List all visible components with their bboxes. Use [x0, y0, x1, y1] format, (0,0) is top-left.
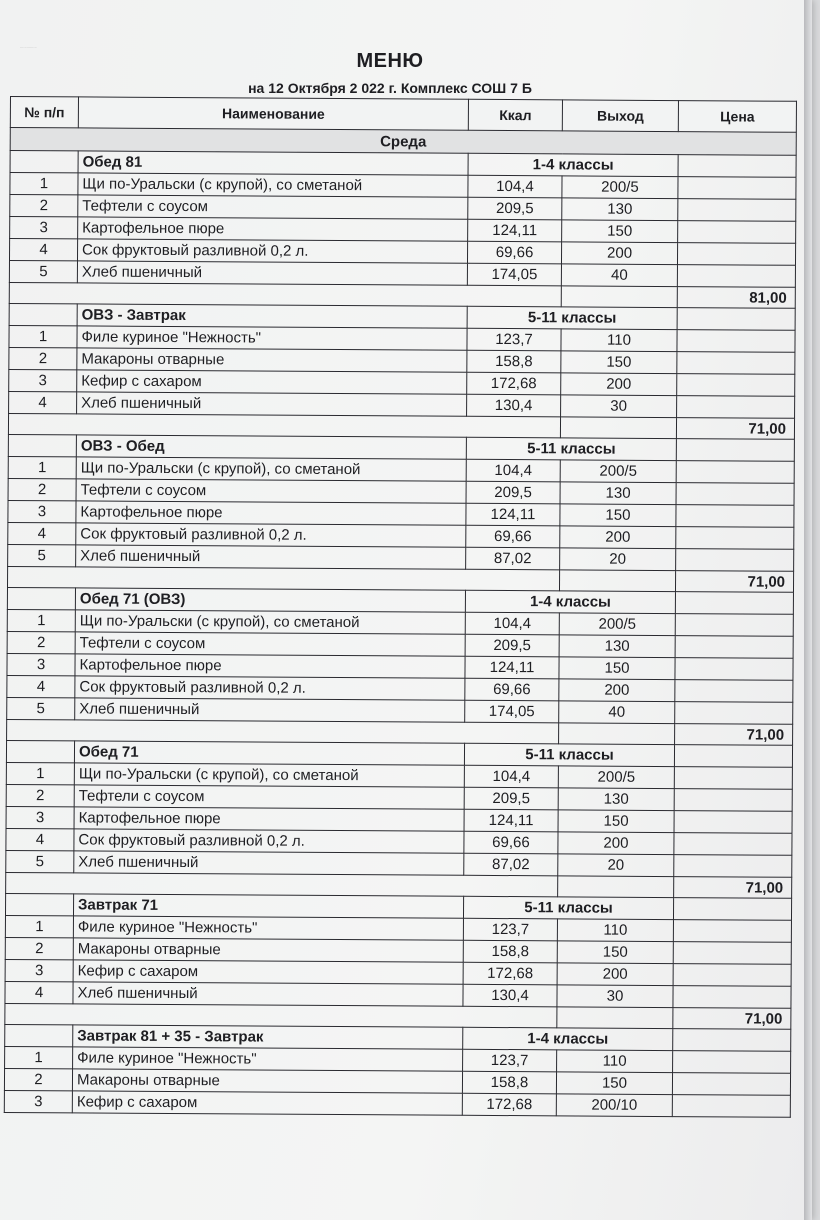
item-number: 1 — [8, 456, 76, 478]
item-kcal: 172,68 — [462, 1093, 556, 1116]
section-title: Завтрак 71 — [73, 894, 463, 918]
item-price — [678, 177, 796, 200]
item-kcal: 124,11 — [464, 809, 558, 832]
item-number: 5 — [9, 261, 77, 283]
item-name: Филе куриное "Нежность" — [77, 326, 467, 350]
item-price — [675, 702, 793, 725]
item-kcal: 209,5 — [465, 634, 559, 657]
item-price — [673, 1051, 791, 1074]
item-price — [674, 855, 792, 878]
day-label: Среда — [10, 128, 796, 156]
item-kcal: 209,5 — [466, 481, 560, 504]
item-price — [672, 1073, 790, 1096]
item-output: 200 — [561, 373, 677, 396]
item-number: 3 — [5, 959, 73, 981]
item-number: 4 — [9, 239, 77, 261]
item-output: 110 — [557, 919, 673, 942]
menu-item-row — [4, 1090, 790, 1117]
item-output: 150 — [559, 657, 675, 680]
item-output: 20 — [560, 548, 676, 571]
item-price — [678, 199, 796, 222]
item-price — [676, 483, 794, 506]
section-total-price: 71,00 — [675, 724, 793, 746]
item-kcal: 69,66 — [464, 831, 558, 854]
approval-stamp: ............... — [20, 44, 37, 49]
item-kcal: 172,68 — [467, 372, 561, 395]
item-number: 4 — [7, 675, 75, 697]
item-price — [677, 243, 795, 266]
item-output: 150 — [560, 504, 676, 527]
item-output: 150 — [557, 941, 673, 964]
section-title: Обед 71 (ОВЗ) — [75, 588, 465, 612]
item-number: 3 — [4, 1090, 72, 1112]
item-price — [676, 461, 794, 484]
section-price-cell — [674, 745, 792, 768]
item-price — [672, 1095, 790, 1118]
item-output: 130 — [558, 788, 674, 811]
item-price — [677, 352, 795, 375]
section-num-cell — [7, 587, 75, 609]
section-title: Обед 71 — [74, 741, 464, 765]
section-classes: 1-4 классы — [468, 153, 678, 176]
item-kcal: 174,05 — [465, 700, 559, 723]
item-name: Макароны отварные — [73, 938, 463, 962]
item-kcal: 104,4 — [466, 459, 560, 482]
section-num-cell — [9, 303, 77, 325]
item-price — [676, 505, 794, 528]
item-name: Кефир с сахаром — [73, 960, 463, 984]
item-kcal: 123,7 — [463, 1049, 557, 1072]
item-kcal: 104,4 — [465, 612, 559, 635]
item-kcal: 172,68 — [463, 962, 557, 985]
item-price — [674, 833, 792, 856]
item-kcal: 124,11 — [465, 656, 559, 679]
item-price — [677, 265, 795, 288]
item-price — [677, 330, 795, 353]
item-price — [673, 986, 791, 1009]
section-title: Обед 81 — [78, 151, 468, 175]
item-price — [674, 789, 792, 812]
item-output: 30 — [557, 985, 673, 1008]
item-price — [677, 374, 795, 397]
section-total-price: 71,00 — [673, 1008, 791, 1030]
page-subtitle: на 12 Октября 2 022 г. Комплекс СОШ 7 Б — [248, 80, 532, 96]
item-name: Щи по-Уральски (с крупой), со сметаной — [74, 763, 464, 787]
item-number: 3 — [7, 653, 75, 675]
section-price-cell — [676, 439, 794, 462]
item-number: 4 — [9, 391, 77, 413]
item-output: 150 — [561, 351, 677, 374]
item-name: Тефтели с соусом — [76, 479, 466, 503]
item-name: Щи по-Уральски (с крупой), со сметаной — [78, 173, 468, 197]
item-number: 5 — [6, 850, 74, 872]
item-output: 200 — [560, 526, 676, 549]
item-name: Филе куриное "Нежность" — [73, 1047, 463, 1071]
item-kcal: 158,8 — [463, 940, 557, 963]
total-spacer — [559, 570, 675, 592]
section-classes: 1-4 классы — [463, 1027, 673, 1050]
section-total-price: 71,00 — [675, 571, 793, 593]
item-price — [678, 221, 796, 244]
item-output: 150 — [562, 220, 678, 243]
item-output: 200 — [561, 242, 677, 265]
item-name: Кефир с сахаром — [77, 370, 467, 394]
total-spacer — [560, 417, 676, 439]
item-kcal: 209,5 — [468, 197, 562, 220]
item-name: Картофельное пюре — [78, 217, 468, 241]
item-name: Макароны отварные — [77, 348, 467, 372]
section-num-cell — [8, 434, 76, 456]
section-num-cell — [6, 740, 74, 762]
item-output: 110 — [561, 329, 677, 352]
item-kcal: 123,7 — [463, 918, 557, 941]
item-number: 3 — [8, 500, 76, 522]
menu-body — [4, 128, 796, 1118]
item-output: 110 — [557, 1050, 673, 1073]
total-spacer — [559, 723, 675, 745]
item-kcal: 87,02 — [466, 547, 560, 570]
item-number: 2 — [8, 478, 76, 500]
item-output: 200/5 — [562, 176, 678, 199]
item-output: 130 — [559, 635, 675, 658]
item-kcal: 69,66 — [466, 525, 560, 548]
column-header-price: Цена — [678, 101, 796, 133]
item-name: Щи по-Уральски (с крупой), со сметаной — [76, 457, 466, 481]
item-name: Картофельное пюре — [75, 654, 465, 678]
item-number: 4 — [8, 522, 76, 544]
total-spacer — [558, 876, 674, 898]
section-title: Завтрак 81 + 35 - Завтрак — [73, 1025, 463, 1049]
item-kcal: 104,4 — [468, 175, 562, 198]
item-kcal: 174,05 — [467, 263, 561, 286]
section-classes: 5-11 классы — [464, 743, 674, 766]
section-price-cell — [673, 1029, 791, 1052]
section-price-cell — [675, 592, 793, 615]
item-number: 1 — [5, 1046, 73, 1068]
paper-edge — [804, 0, 812, 1220]
total-spacer — [561, 286, 677, 308]
item-name: Картофельное пюре — [74, 807, 464, 831]
item-kcal: 124,11 — [466, 503, 560, 526]
item-output: 200/5 — [558, 766, 674, 789]
item-price — [674, 811, 792, 834]
item-kcal: 104,4 — [464, 765, 558, 788]
item-number: 3 — [10, 217, 78, 239]
item-output: 130 — [560, 482, 676, 505]
item-kcal: 130,4 — [467, 394, 561, 417]
item-name: Щи по-Уральски (с крупой), со сметаной — [75, 610, 465, 634]
item-number: 2 — [7, 631, 75, 653]
item-name: Сок фруктовый разливной 0,2 л. — [74, 829, 464, 853]
item-output: 200 — [557, 963, 673, 986]
column-header-kcal: Ккал — [468, 99, 562, 131]
section-num-cell — [5, 1024, 73, 1046]
item-kcal: 124,11 — [468, 219, 562, 242]
menu-table — [4, 96, 797, 1118]
item-kcal: 158,8 — [467, 350, 561, 373]
item-number: 3 — [9, 369, 77, 391]
column-header-num: № п/п — [10, 97, 78, 128]
page-title: МЕНЮ — [356, 50, 424, 72]
item-output: 150 — [556, 1072, 672, 1095]
section-total-price: 71,00 — [674, 877, 792, 899]
item-number: 3 — [6, 806, 74, 828]
section-price-cell — [678, 155, 796, 178]
item-number: 2 — [6, 784, 74, 806]
item-price — [675, 680, 793, 703]
item-number: 1 — [6, 762, 74, 784]
item-price — [677, 396, 795, 419]
table-header-row — [10, 97, 796, 133]
item-name: Кефир с сахаром — [72, 1091, 462, 1115]
section-num-cell — [5, 893, 73, 915]
section-classes: 5-11 классы — [463, 896, 673, 919]
item-name: Тефтели с соусом — [78, 195, 468, 219]
item-price — [675, 658, 793, 681]
item-output: 130 — [562, 198, 678, 221]
total-spacer — [557, 1007, 673, 1029]
item-price — [673, 942, 791, 965]
item-number: 2 — [4, 1068, 72, 1090]
item-price — [674, 767, 792, 790]
item-output: 200 — [558, 832, 674, 855]
item-kcal: 69,66 — [467, 241, 561, 264]
item-price — [676, 527, 794, 550]
item-name: Хлеб пшеничный — [74, 851, 464, 875]
item-number: 1 — [7, 609, 75, 631]
item-number: 2 — [5, 937, 73, 959]
item-kcal: 158,8 — [462, 1071, 556, 1094]
column-header-name: Наименование — [78, 97, 468, 130]
item-price — [676, 549, 794, 572]
column-header-output: Выход — [562, 100, 678, 132]
item-price — [673, 920, 791, 943]
item-name: Хлеб пшеничный — [73, 982, 463, 1006]
item-number: 2 — [10, 195, 78, 217]
section-price-cell — [673, 898, 791, 921]
item-name: Картофельное пюре — [76, 501, 466, 525]
item-output: 200/5 — [559, 613, 675, 636]
section-classes: 1-4 классы — [465, 590, 675, 613]
section-title: ОВЗ - Завтрак — [77, 304, 467, 328]
section-total-price: 71,00 — [676, 418, 794, 440]
section-classes: 5-11 классы — [467, 306, 677, 329]
item-price — [675, 636, 793, 659]
item-name: Сок фруктовый разливной 0,2 л. — [76, 523, 466, 547]
item-output: 40 — [559, 701, 675, 724]
item-price — [675, 614, 793, 637]
item-output: 40 — [561, 264, 677, 287]
item-number: 1 — [9, 325, 77, 347]
item-number: 1 — [10, 173, 78, 195]
section-num-cell — [10, 151, 78, 173]
item-number: 1 — [5, 915, 73, 937]
item-kcal: 123,7 — [467, 328, 561, 351]
item-kcal: 209,5 — [464, 787, 558, 810]
item-number: 2 — [9, 347, 77, 369]
item-output: 200 — [559, 679, 675, 702]
item-name: Хлеб пшеничный — [76, 545, 466, 569]
menu-table-wrapper — [4, 96, 796, 1118]
item-name: Хлеб пшеничный — [75, 698, 465, 722]
item-number: 4 — [5, 981, 73, 1003]
item-number: 5 — [8, 544, 76, 566]
item-name: Филе куриное "Нежность" — [73, 916, 463, 940]
item-output: 200/10 — [556, 1094, 672, 1117]
item-price — [673, 964, 791, 987]
item-name: Хлеб пшеничный — [77, 392, 467, 416]
item-kcal: 87,02 — [464, 853, 558, 876]
item-name: Сок фруктовый разливной 0,2 л. — [75, 676, 465, 700]
section-total-price: 81,00 — [677, 287, 795, 309]
item-output: 20 — [558, 854, 674, 877]
item-name: Макароны отварные — [72, 1069, 462, 1093]
section-classes: 5-11 классы — [466, 437, 676, 460]
item-number: 5 — [7, 697, 75, 719]
item-name: Хлеб пшеничный — [77, 261, 467, 285]
item-kcal: 69,66 — [465, 678, 559, 701]
section-price-cell — [677, 308, 795, 331]
item-kcal: 130,4 — [463, 984, 557, 1007]
item-name: Сок фруктовый разливной 0,2 л. — [77, 239, 467, 263]
item-number: 4 — [6, 828, 74, 850]
item-output: 200/5 — [560, 460, 676, 483]
section-title: ОВЗ - Обед — [76, 435, 466, 459]
item-name: Тефтели с соусом — [74, 785, 464, 809]
item-output: 30 — [561, 395, 677, 418]
item-name: Тефтели с соусом — [75, 632, 465, 656]
item-output: 150 — [558, 810, 674, 833]
